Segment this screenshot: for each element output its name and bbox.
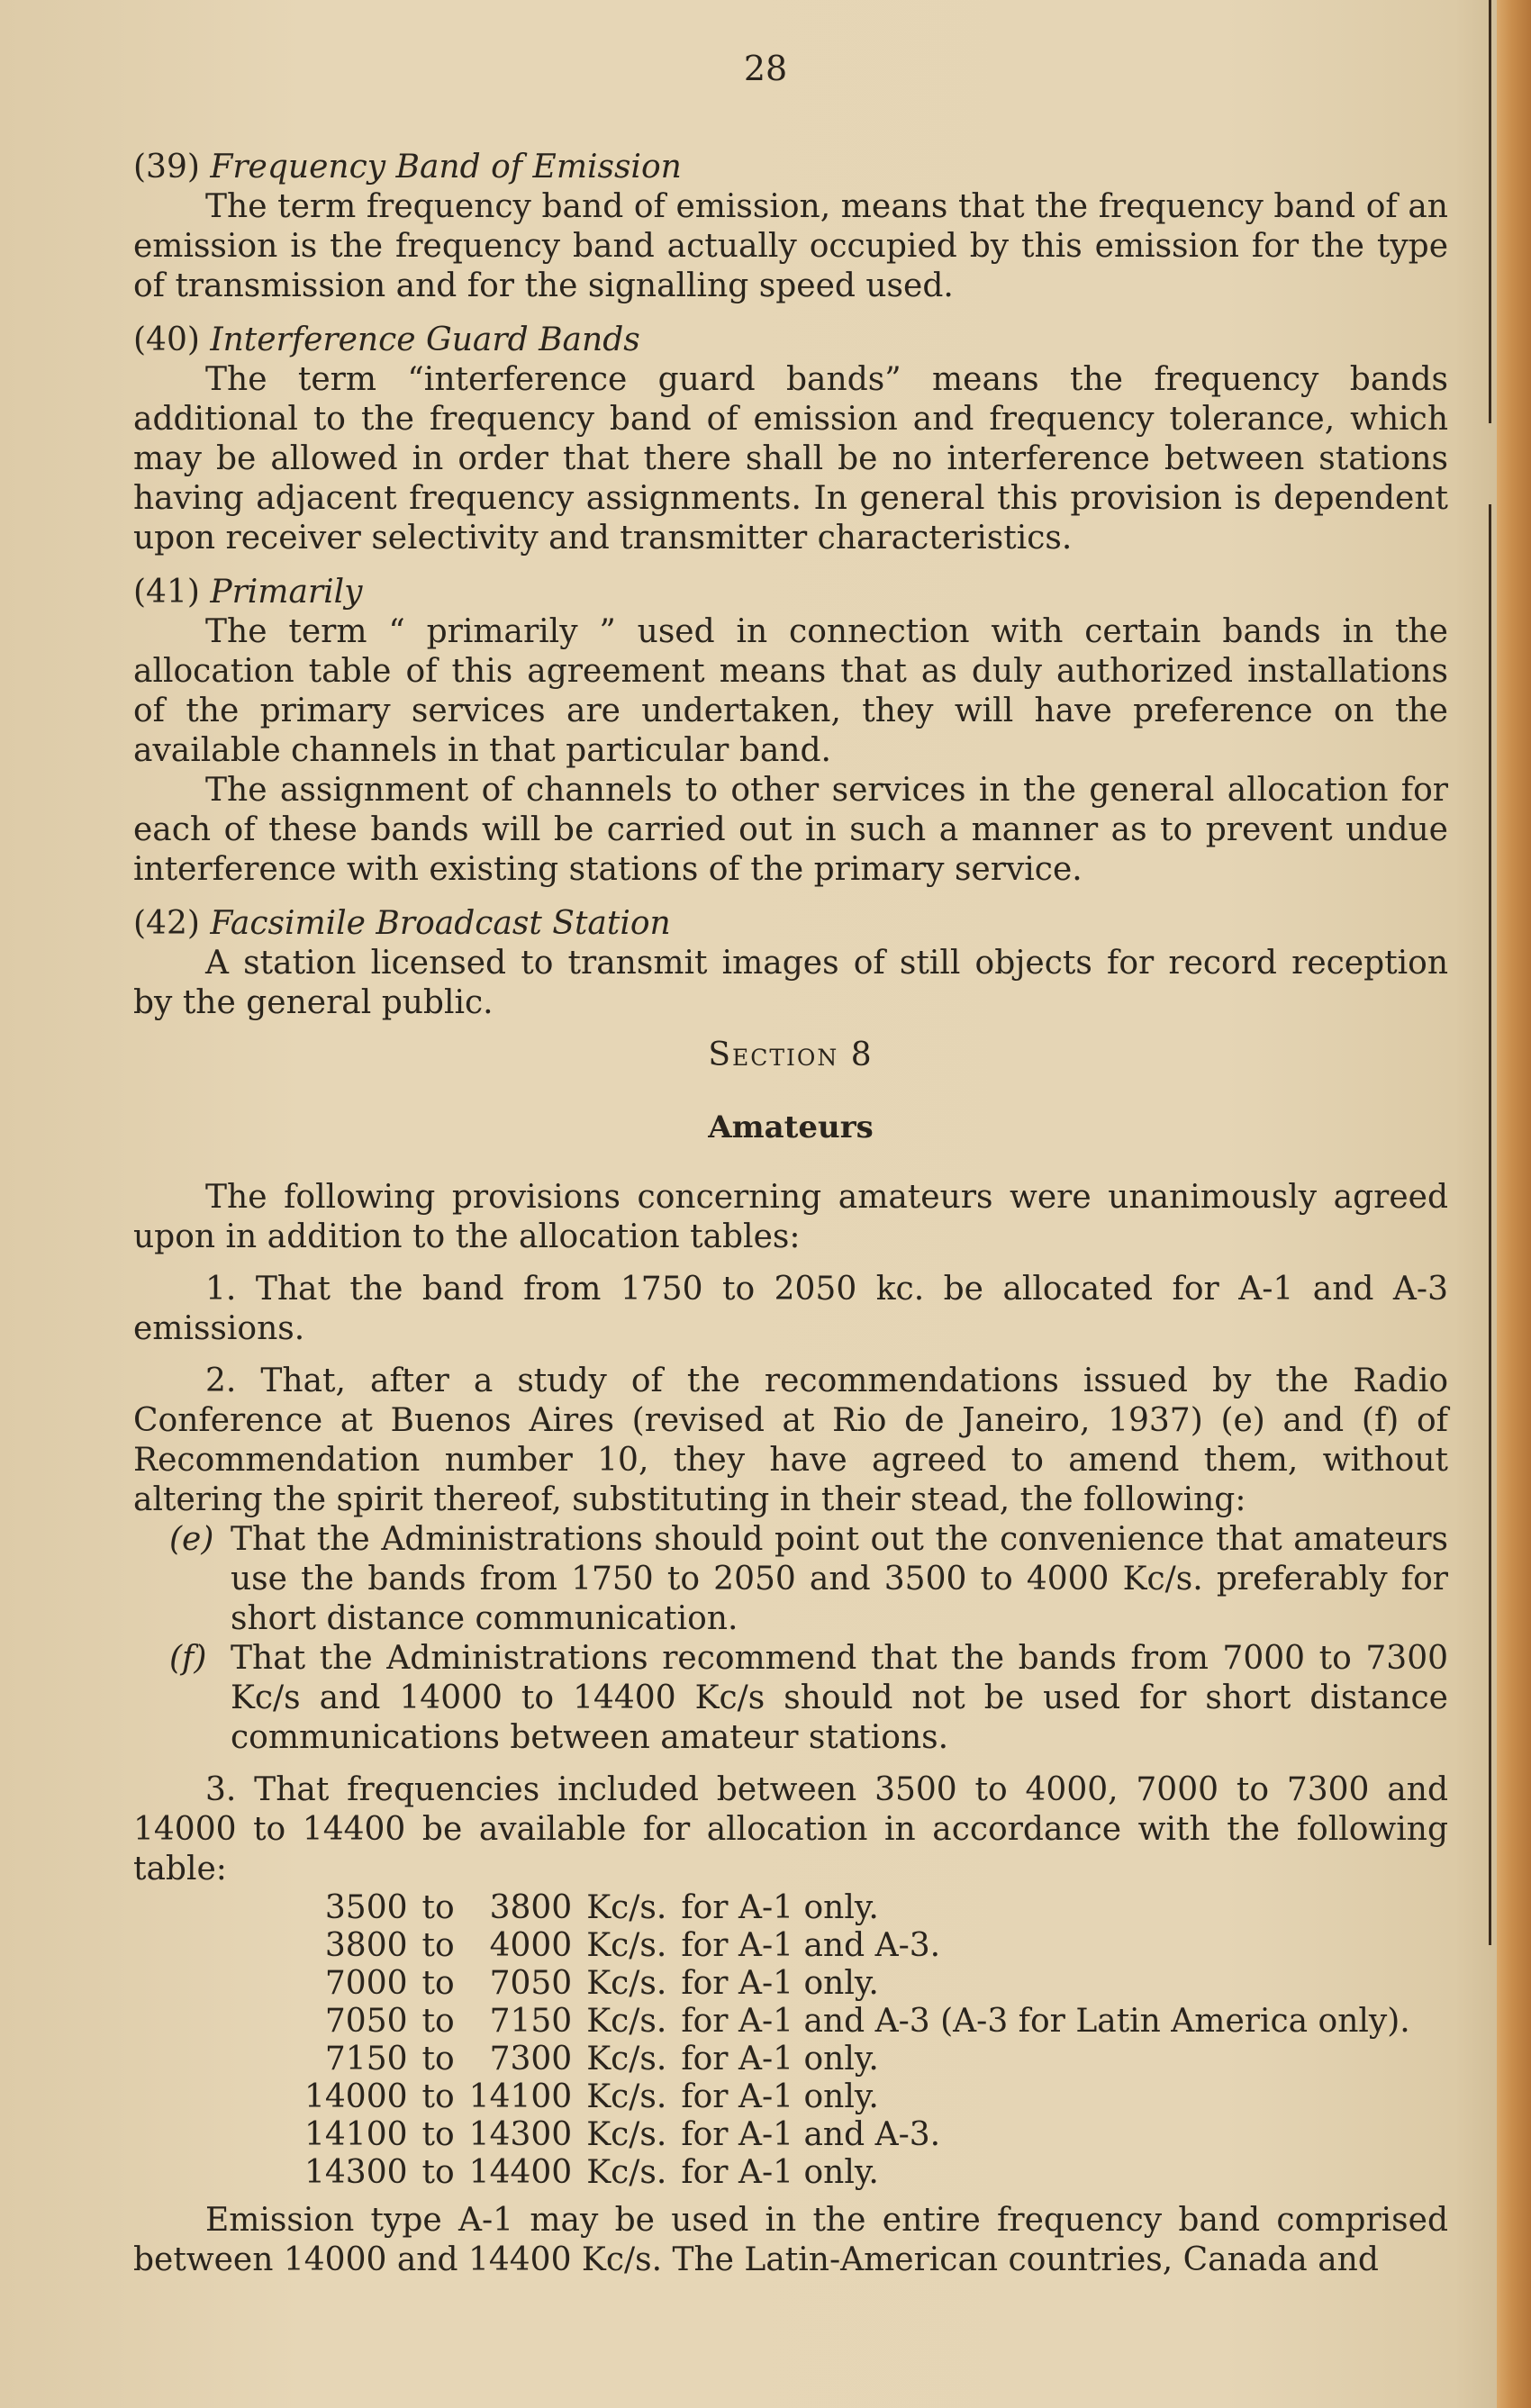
band-to: 14400	[468, 2154, 573, 2191]
provision-3: 3. That frequencies included between 3500 to 4000, 7000 to 7300 and 14000 to 14400 be available for allocation in accordance with the following table:	[133, 1771, 1448, 1887]
definition-paragraph: The term frequency band of emission, means that the frequency band of an emission is the frequency band actually occupied by this emission for the type of transmission and for the signalling speed used.	[133, 188, 1448, 304]
sub-item-text: That the Administrations should point out the convenience that amateurs use the bands from 1750 to 2050 and 3500 to 4000 Kc/s. preferably for short distance communication.	[231, 1521, 1448, 1637]
band-row	[304, 2078, 1425, 2116]
binding-shadow-line	[1489, 504, 1491, 1945]
band-use: for A-1 only.	[681, 1889, 879, 1926]
band-to: 14100	[468, 2078, 573, 2115]
band-unit: Kc/s.	[586, 2003, 667, 2040]
band-row	[304, 2041, 1425, 2078]
definition-42	[133, 904, 1448, 1023]
band-row	[304, 1927, 1425, 1965]
sub-item-text: That the Administrations recommend that the bands from 7000 to 7300 Kc/s and 14000 to 14400 Kc/s should not be used for short distance communications between amateur stations.	[231, 1640, 1448, 1756]
band-unit: Kc/s.	[586, 2116, 667, 2153]
definition-41	[133, 573, 1448, 890]
definition-heading	[133, 573, 1448, 612]
band-unit: Kc/s.	[586, 2154, 667, 2191]
band-from: 3500	[324, 1889, 408, 1926]
band-use: for A-1 and A-3 (A-3 for Latin America only).	[681, 2003, 1410, 2040]
band-from: 14100	[304, 2116, 408, 2153]
band-to-word: to	[421, 2154, 455, 2191]
band-use: for A-1 only.	[681, 2078, 879, 2115]
sub-item-marker: (f)	[169, 1640, 207, 1677]
definition-number: (39)	[133, 149, 200, 186]
closing-paragraph: Emission type A-1 may be used in the entire frequency band comprised between 14000 and 14400 Kc/s. The Latin-American countries, Canada and	[133, 2202, 1448, 2278]
band-use: for A-1 only.	[681, 2154, 879, 2191]
band-from: 14000	[304, 2078, 408, 2115]
band-row	[304, 1965, 1425, 2003]
definition-paragraph: The assignment of channels to other services in the general allocation for each of these bands will be carried out in such a manner as to prevent undue interference with existing stations of the primary service.	[133, 772, 1448, 888]
definition-number: (42)	[133, 905, 200, 942]
page-number: 28	[743, 49, 788, 88]
band-row	[304, 2003, 1425, 2041]
provision-1: 1. That the band from 1750 to 2050 kc. be allocated for A-1 and A-3 emissions.	[133, 1271, 1448, 1347]
band-row	[304, 1889, 1425, 1927]
band-from: 3800	[324, 1927, 408, 1964]
band-use: for A-1 only.	[681, 1965, 879, 2002]
section-intro: The following provisions concerning amateurs were unanimously agreed upon in addition to the allocation tables:	[133, 1179, 1448, 1255]
definition-paragraph: The term “interference guard bands” means the frequency bands additional to the frequency band of emission and frequency tolerance, which may be allowed in order that there shall be no interference between stations having adjacent frequency assignments. In general this provision is dependent upon receiver selectivity and transmitter characteristics.	[133, 361, 1448, 557]
band-from: 7150	[324, 2041, 408, 2078]
band-use: for A-1 and A-3.	[681, 1927, 941, 1964]
band-to: 4000	[489, 1927, 573, 1964]
definition-heading	[133, 321, 1448, 360]
band-from: 7050	[324, 2003, 408, 2040]
definition-paragraph: A station licensed to transmit images of still objects for record reception by the general public.	[133, 945, 1448, 1021]
band-unit: Kc/s.	[586, 2041, 667, 2078]
definition-heading	[133, 904, 1448, 944]
band-to-word: to	[421, 1927, 455, 1964]
band-to-word: to	[421, 2003, 455, 2040]
band-row	[304, 2116, 1425, 2154]
band-row	[304, 2154, 1425, 2192]
band-to-word: to	[421, 2041, 455, 2078]
book-spine-edge	[1497, 0, 1531, 2408]
band-to: 3800	[489, 1889, 573, 1926]
band-to-word: to	[421, 1965, 455, 2002]
provision-2-f	[169, 1639, 1448, 1758]
band-unit: Kc/s.	[586, 1965, 667, 2002]
band-to: 7150	[489, 2003, 573, 2040]
band-unit: Kc/s.	[586, 2078, 667, 2115]
band-to: 14300	[468, 2116, 573, 2153]
definition-paragraph: The term “ primarily ” used in connection with certain bands in the allocation table of this agreement means that as duly authorized installations of the primary services are undertaken, they will have preference on the available channels in that particular band.	[133, 613, 1448, 769]
definition-title: Interference Guard Bands	[210, 321, 640, 358]
definition-number: (40)	[133, 321, 200, 358]
band-to-word: to	[421, 2116, 455, 2153]
band-to: 7300	[489, 2041, 573, 2078]
band-from: 14300	[304, 2154, 408, 2191]
band-to-word: to	[421, 1889, 455, 1926]
provision-2-e	[169, 1520, 1448, 1639]
definition-title: Frequency Band of Emission	[210, 149, 682, 186]
band-to: 7050	[489, 1965, 573, 2002]
definition-heading	[133, 148, 1448, 187]
definition-number: (41)	[133, 574, 200, 611]
band-use: for A-1 only.	[681, 2041, 879, 2078]
band-to-word: to	[421, 2078, 455, 2115]
sub-item-marker: (e)	[169, 1521, 214, 1558]
definition-40	[133, 321, 1448, 558]
section-title: Section 8	[708, 1037, 874, 1073]
band-use: for A-1 and A-3.	[681, 2116, 941, 2153]
page-text	[133, 133, 1448, 2280]
section-subtitle: Amateurs	[708, 1109, 874, 1145]
definition-title: Facsimile Broadcast Station	[210, 905, 671, 942]
provision-2: 2. That, after a study of the recommendations issued by the Radio Conference at Buenos Aires (revised at Rio de Janeiro, 1937) (e) and (f) of Recommendation number 10, they have agreed to amend them, without altering the spirit thereof, substituting in their stead, the following:	[133, 1362, 1448, 1518]
band-unit: Kc/s.	[586, 1927, 667, 1964]
band-allocation-table	[304, 1889, 1425, 2192]
band-from: 7000	[324, 1965, 408, 2002]
band-unit: Kc/s.	[586, 1889, 667, 1926]
definition-39	[133, 148, 1448, 306]
definition-title: Primarily	[210, 574, 363, 611]
